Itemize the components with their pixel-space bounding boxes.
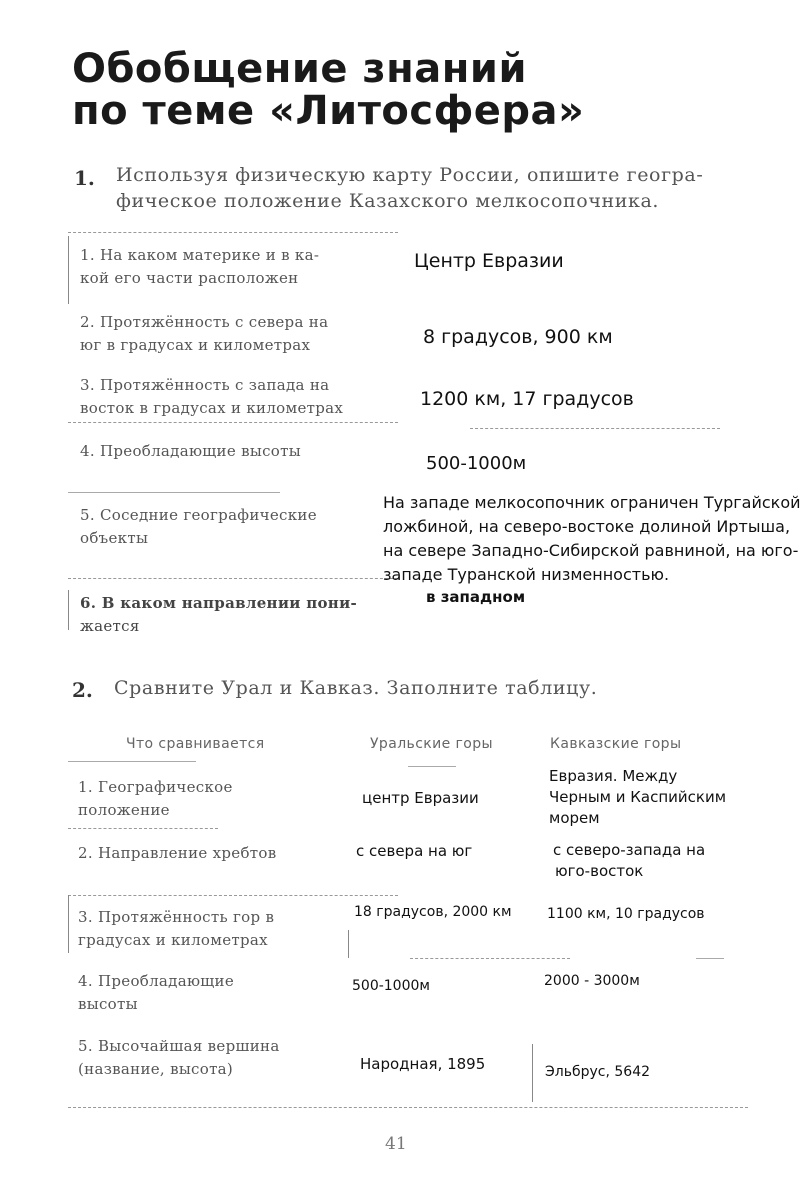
page-number: 41: [385, 1134, 407, 1154]
task1-answer[interactable]: 500-1000м: [426, 453, 527, 474]
task2-question: 1. Географическое положение: [78, 778, 233, 819]
table1-row-divider: [68, 578, 398, 579]
task1-answer[interactable]: Центр Евразии: [414, 250, 564, 272]
task-1-number: 1.: [74, 166, 95, 190]
task-2-text: Сравните Урал и Кавказ. Заполните таблицу.: [114, 677, 598, 699]
table2-header-what: Что сравнивается: [126, 736, 265, 752]
table2-column-border: [532, 1044, 533, 1102]
table1-row-divider: [470, 428, 720, 429]
table2-row-divider: [68, 895, 398, 896]
task-2-number: 2.: [72, 678, 93, 702]
task2-kavkaz-answer[interactable]: с северо-запада на юго-восток: [553, 841, 706, 880]
table2-row-divider: [68, 828, 218, 829]
task2-ural-answer[interactable]: 18 градусов, 2000 км: [354, 904, 512, 920]
task-1-text-line-2: фическое положение Казахского мелкосопочника.: [116, 190, 660, 212]
task1-answer[interactable]: 1200 км, 17 градусов: [420, 388, 634, 410]
task1-question: 3. Протяжённость с запада на восток в градусах и километрах: [80, 376, 344, 417]
task2-ural-answer[interactable]: центр Евразии: [362, 789, 479, 807]
task2-kavkaz-answer[interactable]: 1100 км, 10 градусов: [547, 906, 705, 922]
table2-header-rule: [68, 761, 196, 762]
table1-top-rule: [68, 232, 398, 233]
task2-question: 5. Высочайшая вершина (название, высота): [78, 1037, 280, 1078]
task2-question: 2. Направление хребтов: [78, 844, 277, 862]
page-title-line-1: Обобщение знаний: [72, 46, 527, 92]
task2-ural-answer[interactable]: 500-1000м: [352, 978, 430, 994]
table1-row-divider: [68, 422, 398, 423]
task1-question: 6. В каком направлении пони- жается: [80, 594, 358, 635]
table2-column-border: [348, 930, 349, 958]
task1-question: 5. Соседние географические объекты: [80, 506, 317, 547]
table2-header-ural: Уральские горы: [370, 736, 493, 752]
task2-kavkaz-answer[interactable]: Эльбрус, 5642: [545, 1064, 651, 1080]
task1-question: 1. На каком материке и в ка- кой его части расположен: [80, 246, 320, 287]
page-title-line-2: по теме «Литосфера»: [72, 88, 585, 134]
table2-row-divider: [410, 958, 570, 959]
table2-bottom-rule: [68, 1107, 748, 1108]
table2-header-rule: [408, 766, 456, 767]
table2-left-border: [68, 895, 69, 953]
task-1-text-line-1: Используя физическую карту России, опишите геогра-: [116, 164, 704, 186]
task1-answer[interactable]: в западном: [426, 588, 526, 606]
task2-kavkaz-answer[interactable]: Евразия. Между Черным и Каспийским морем: [549, 767, 727, 827]
table2-row-divider: [696, 958, 724, 959]
task2-kavkaz-answer[interactable]: 2000 - 3000м: [544, 973, 640, 989]
table2-header-kavkaz: Кавказские горы: [550, 736, 682, 752]
table1-row-divider: [68, 492, 280, 493]
task2-ural-answer[interactable]: с севера на юг: [356, 842, 473, 860]
task2-question: 4. Преобладающие высоты: [78, 972, 235, 1013]
task2-question: 3. Протяжённость гор в градусах и километрах: [78, 908, 275, 949]
table1-left-border: [68, 236, 69, 304]
task1-question: 4. Преобладающие высоты: [80, 442, 301, 460]
task2-ural-answer[interactable]: Народная, 1895: [360, 1055, 486, 1073]
task1-answer[interactable]: 8 градусов, 900 км: [423, 326, 613, 348]
task1-question: 2. Протяжённость с севера на юг в градусах и километрах: [80, 313, 329, 354]
table1-left-border: [68, 590, 69, 630]
task1-answer-neighbors[interactable]: На западе мелкосопочник ограничен Тургайской ложбиной, на северо-востоке долиной Иртыша, на севере Западно-Сибирской равниной, на юго- западе Туранской низменностью.: [383, 493, 801, 584]
